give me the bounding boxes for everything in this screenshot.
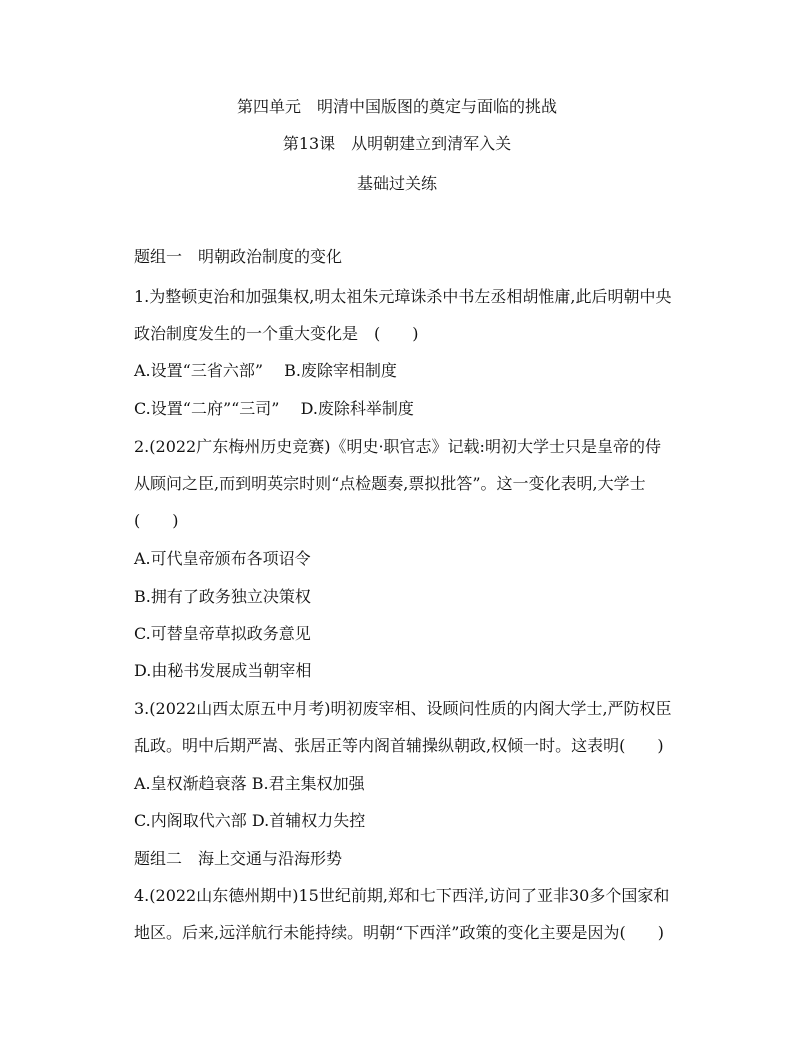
question-2-line-1: 2.(2022广东梅州历史竞赛)《明史·职官志》记载:明初大学士只是皇帝的侍 xyxy=(134,437,661,456)
question-1-line-1: 1.为整顿吏治和加强集权,明太祖朱元璋诛杀中书左丞相胡惟庸,此后明朝中央 xyxy=(134,287,672,306)
question-2-option-d: D.由秘书发展成当朝宰相 xyxy=(134,661,312,680)
question-3-line-1: 3.(2022山西太原五中月考)明初废宰相、设顾问性质的内阁大学士,严防权臣 xyxy=(134,699,672,718)
question-4-line-2: 地区。后来,远洋航行未能持续。明朝“下西洋”政策的变化主要是因为( ) xyxy=(134,923,664,942)
question-2-line-3: ( ) xyxy=(134,511,179,530)
question-2-line-2: 从顾问之臣,而到明英宗时则“点检题奏,票拟批答”。这一变化表明,大学士 xyxy=(134,474,646,493)
question-3-options-ab: A.皇权渐趋衰落 B.君主集权加强 xyxy=(134,774,365,793)
question-2-option-b: B.拥有了政务独立决策权 xyxy=(134,587,311,606)
question-1-options-ab: A.设置“三省六部” B.废除宰相制度 xyxy=(134,361,397,380)
group-heading-2: 题组二 海上交通与沿海形势 xyxy=(134,849,343,868)
question-2-option-c: C.可替皇帝草拟政务意见 xyxy=(134,624,311,643)
question-1-line-2: 政治制度发生的一个重大变化是 ( ) xyxy=(134,324,419,343)
section-title: 基础过关练 xyxy=(356,174,437,193)
question-1-options-cd: C.设置“二府”“三司” D.废除科举制度 xyxy=(134,399,414,418)
unit-title: 第四单元 明清中国版图的奠定与面临的挑战 xyxy=(236,97,557,116)
question-2-option-a: A.可代皇帝颁布各项诏令 xyxy=(134,549,311,568)
question-3-options-cd: C.内阁取代六部 D.首辅权力失控 xyxy=(134,811,366,830)
question-4-line-1: 4.(2022山东德州期中)15世纪前期,郑和七下西洋,访问了亚非30多个国家和 xyxy=(134,886,670,905)
group-heading-1: 题组一 明朝政治制度的变化 xyxy=(134,247,343,266)
lesson-title: 第13课 从明朝建立到清军入关 xyxy=(282,134,512,153)
question-3-line-2: 乱政。明中后期严嵩、张居正等内阁首辅操纵朝政,权倾一时。这表明( ) xyxy=(134,736,664,755)
